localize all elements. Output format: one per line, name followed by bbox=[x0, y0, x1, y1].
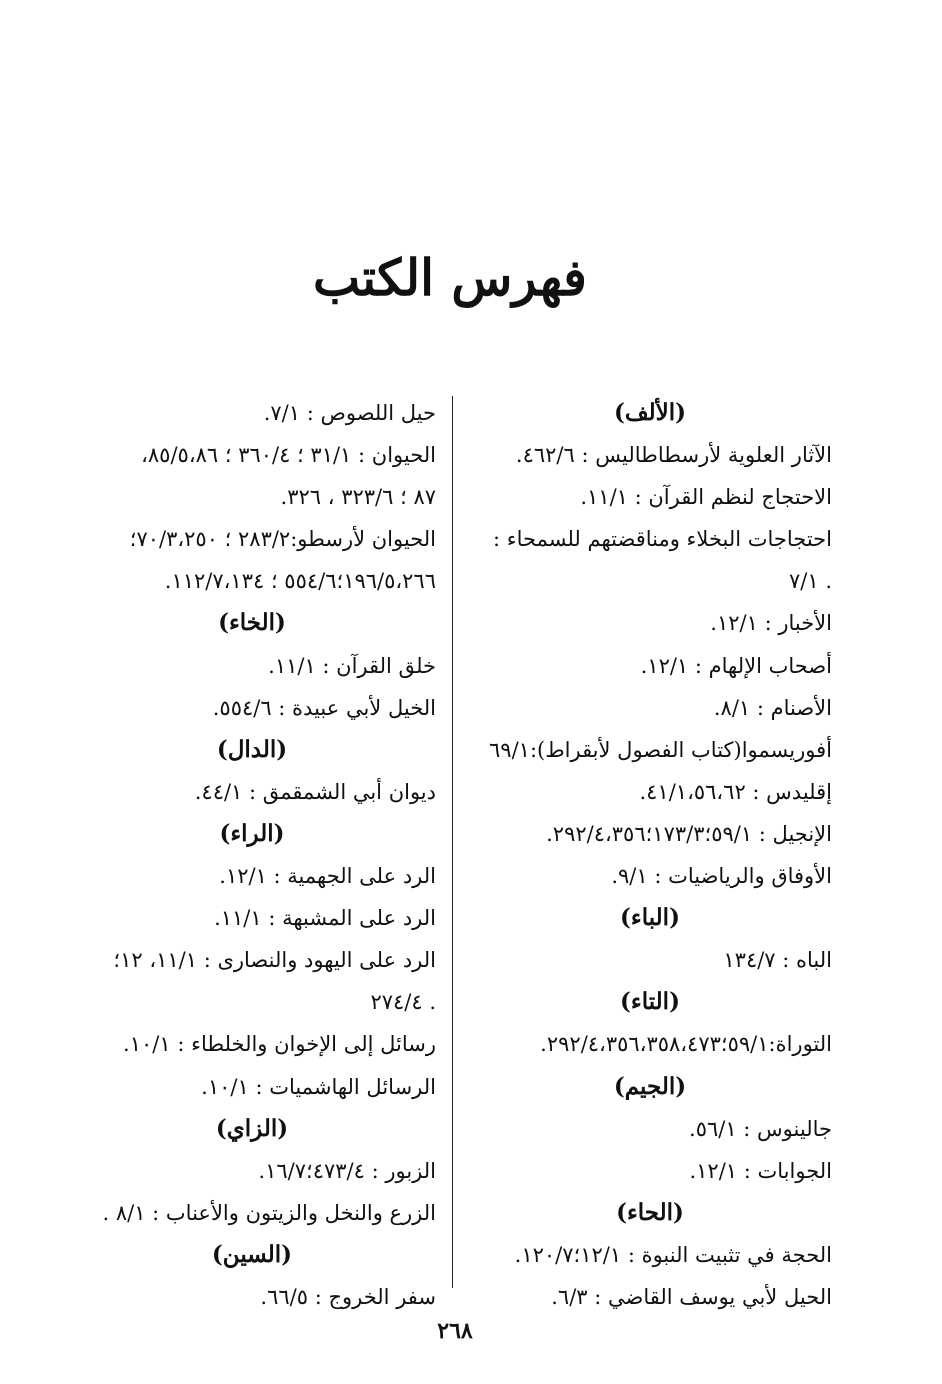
index-entry: الأخبار : ١٢/١. bbox=[710, 611, 832, 636]
index-entry: الأوفاق والرياضيات : ٩/١. bbox=[611, 864, 832, 889]
index-entry: حيل اللصوص : ٧/١. bbox=[263, 401, 436, 425]
index-entry: ١٩٦/٥،٢٦٦؛٥٥٤/٦ ؛ ١١٢/٧،١٣٤. bbox=[164, 569, 436, 594]
section-heading: (الحاء) bbox=[616, 1198, 684, 1226]
index-entry: أفوريسموا(كتاب الفصول لأبقراط):٦٩/١ bbox=[489, 737, 832, 762]
index-entry: أصحاب الإلهام : ١٢/١. bbox=[640, 653, 832, 678]
index-entry: الزبور : ٤٧٣/٤؛١٦/٧. bbox=[258, 1158, 436, 1183]
index-entry: سفر الخروج : ٦٦/٥. bbox=[260, 1284, 436, 1309]
section-heading: (الجيم) bbox=[613, 1072, 687, 1100]
section-heading: (السين) bbox=[211, 1240, 293, 1268]
page-title: فهرس الكتب bbox=[313, 248, 587, 307]
index-entry: جالينوس : ٥٦/١. bbox=[689, 1116, 832, 1141]
index-entry: إقليدس : ٤١/١،٥٦،٦٢. bbox=[639, 779, 832, 804]
section-heading: (الراء) bbox=[219, 819, 285, 847]
index-entry: . ٧/١ bbox=[789, 569, 832, 594]
index-entry: الرد على اليهود والنصارى : ١١/١، ١٢؛ bbox=[113, 948, 436, 973]
index-entry: . ٢٧٤/٤ bbox=[370, 990, 436, 1015]
section-heading: (التاء) bbox=[620, 988, 680, 1016]
index-entry: الاحتجاج لنظم القرآن : ١١/١. bbox=[580, 485, 832, 510]
column-divider bbox=[452, 396, 453, 1288]
index-column-left bbox=[62, 392, 442, 1318]
section-heading: (الباء) bbox=[620, 904, 680, 932]
index-entry: الرسائل الهاشميات : ١٠/١. bbox=[201, 1074, 436, 1099]
index-entry: رسائل إلى الإخوان والخلطاء : ١٠/١. bbox=[123, 1032, 436, 1057]
index-entry: الزرع والنخل والزيتون والأعناب : ٨/١ . bbox=[102, 1200, 436, 1225]
index-entry: ديوان أبي الشمقمق : ٤٤/١. bbox=[194, 779, 436, 804]
index-entry: الحيوان : ٣١/١ ؛ ٣٦٠/٤ ؛ ٨٥/٥،٨٦، bbox=[141, 443, 436, 468]
section-heading: (الألف) bbox=[613, 399, 687, 426]
index-entry: خلق القرآن : ١١/١. bbox=[268, 653, 436, 678]
index-entry: الحيل لأبي يوسف القاضي : ٦/٣. bbox=[551, 1284, 832, 1309]
section-heading: (الدال) bbox=[216, 735, 288, 763]
index-entry: الجوابات : ١٢/١. bbox=[689, 1158, 832, 1183]
index-entry: الحيوان لأرسطو:٢٨٣/٢ ؛ ٧٠/٣،٢٥٠؛ bbox=[129, 527, 436, 552]
index-entry: الرد على المشبهة : ١١/١. bbox=[214, 906, 436, 931]
index-entry: الآثار العلوية لأرسطاطاليس : ٤٦٢/٦. bbox=[515, 443, 832, 468]
index-entry: احتجاجات البخلاء ومناقضتهم للسمحاء : bbox=[493, 527, 832, 552]
page-number: ٢٦٨ bbox=[437, 1318, 473, 1344]
index-entry: ٨٧ ؛ ٣٢٣/٦ ، ٣٢٦. bbox=[280, 485, 436, 510]
index-column-right bbox=[460, 392, 840, 1318]
index-entry: الباه : ١٣٤/٧ bbox=[723, 948, 832, 973]
index-entry: الرد على الجهمية : ١٢/١. bbox=[219, 864, 436, 889]
section-heading: (الخاء) bbox=[218, 609, 286, 637]
index-entry: الحجة في تثبيت النبوة : ١٢/١؛١٢٠/٧. bbox=[514, 1242, 832, 1267]
section-heading: (الزاي) bbox=[215, 1114, 289, 1142]
index-entry: الخيل لأبي عبيدة : ٥٥٤/٦. bbox=[212, 695, 436, 720]
index-entry: التوراة:٥٩/١؛٢٩٢/٤،٣٥٦،٣٥٨،٤٧٣. bbox=[540, 1032, 832, 1057]
index-entry: الإنجيل : ٥٩/١؛١٧٣/٣؛٢٩٢/٤،٣٥٦. bbox=[546, 821, 832, 846]
index-entry: الأصنام : ٨/١. bbox=[713, 695, 832, 720]
